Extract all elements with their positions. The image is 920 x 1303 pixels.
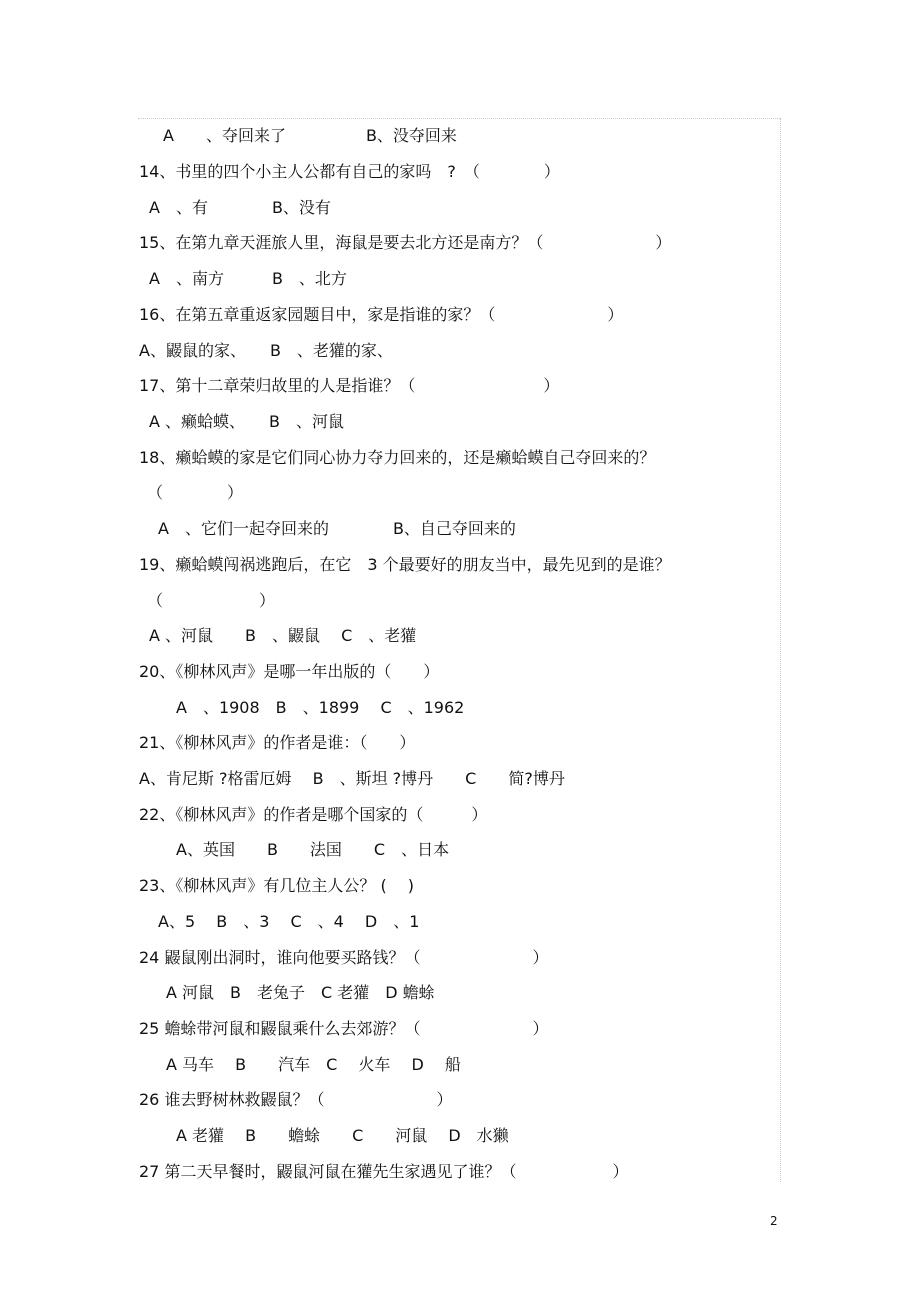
option-line-18: A 、它们一起夺回来的 B、自己夺回来的 (158, 519, 516, 538)
question-14: 14、书里的四个小主人公都有自己的家吗 ? （ ） (139, 162, 560, 181)
option-line-21: A、肯尼斯 ?格雷厄姆 B 、斯坦 ?博丹 C 简?博丹 (139, 769, 565, 788)
option-line-16: A、鼹鼠的家、 B 、老獾的家、 (139, 341, 393, 360)
margin-guide-right (780, 118, 781, 1182)
margin-guide-top (138, 118, 780, 119)
question-17: 17、第十二章荣归故里的人是指谁？（ ） (139, 376, 560, 395)
option-line-13: A 、夺回来了 B、没夺回来 (163, 126, 457, 145)
question-21: 21、《柳林风声》的作者是谁：（ ） (139, 733, 416, 752)
question-23: 23、《柳林风声》有几位主人公？ ( ) (139, 876, 415, 895)
question-22: 22、《柳林风声》的作者是哪个国家的（ ） (139, 805, 488, 824)
question-19: 19、癞蛤蟆闯祸逃跑后，在它 3 个最要好的朋友当中，最先见到的是谁？ (139, 555, 671, 574)
option-line-19: A 、河鼠 B 、鼹鼠 C 、老獾 (149, 626, 417, 645)
question-15: 15、在第九章天涯旅人里，海鼠是要去北方还是南方？（ ） (139, 233, 672, 252)
question-18: 18、癞蛤蟆的家是它们同心协力夺力回来的，还是癞蛤蟆自己夺回来的？ (139, 448, 656, 467)
question-26: 26 谁去野树林救鼹鼠？（ ） (139, 1090, 453, 1109)
answer-blank-19: （ ） (147, 591, 276, 610)
option-line-22: A、英国 B 法国 C 、日本 (176, 840, 450, 859)
option-line-26: A 老獾 B 蟾蜍 C 河鼠 D 水獭 (176, 1126, 509, 1145)
page-number: 2 (770, 1214, 778, 1228)
option-line-24: A 河鼠 B 老兔子 C 老獾 D 蟾蜍 (166, 983, 435, 1002)
question-24: 24 鼹鼠刚出洞时，谁向他要买路钱？（ ） (139, 948, 549, 967)
option-line-25: A 马车 B 汽车 C 火车 D 船 (166, 1055, 461, 1074)
question-20: 20、《柳林风声》是哪一年出版的（ ） (139, 662, 440, 681)
option-line-15: A 、南方 B 、北方 (149, 269, 347, 288)
option-line-20: A 、1908 B 、1899 C 、1962 (176, 698, 465, 717)
question-27: 27 第二天早餐时，鼹鼠河鼠在獾先生家遇见了谁？（ ） (139, 1162, 629, 1181)
question-16: 16、在第五章重返家园题目中，家是指谁的家？（ ） (139, 305, 624, 324)
option-line-23: A、5 B 、3 C 、4 D 、1 (158, 912, 420, 931)
answer-blank-18: （ ） (147, 483, 244, 502)
question-25: 25 蟾蜍带河鼠和鼹鼠乘什么去郊游？（ ） (139, 1019, 549, 1038)
option-line-17: A 、癞蛤蟆、 B 、河鼠 (149, 412, 345, 431)
option-line-14: A 、有 B、没有 (149, 198, 331, 217)
